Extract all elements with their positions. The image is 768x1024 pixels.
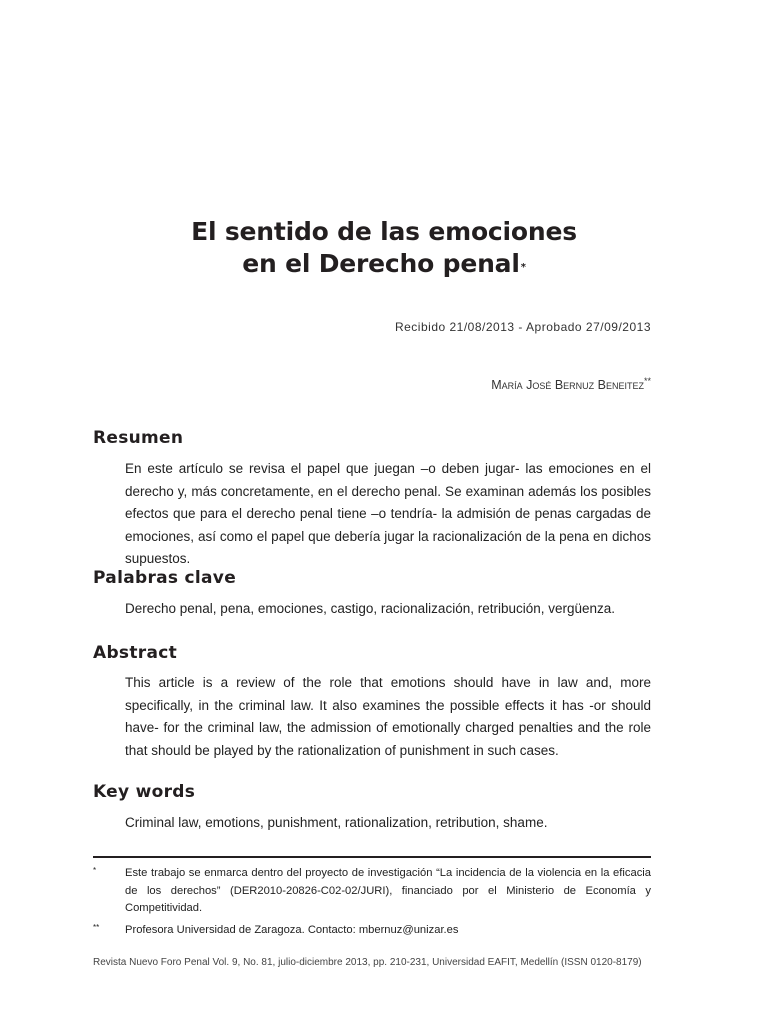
- received-approved-dates: Recibido 21/08/2013 - Aprobado 27/09/2013: [394, 320, 651, 334]
- title-line-2-text: en el Derecho penal: [242, 249, 520, 278]
- title-line-2: [0, 248, 768, 280]
- palabras-clave-text: Derecho penal, pena, emociones, castigo, racionalización, retribución, vergüenza.: [125, 601, 616, 616]
- footnote-1-mark: *: [93, 866, 97, 875]
- article-title: [0, 216, 768, 280]
- author-line: [491, 378, 651, 392]
- key-words-heading: Key words: [93, 782, 196, 802]
- journal-footer: Revista Nuevo Foro Penal Vol. 9, No. 81, julio-diciembre 2013, pp. 210-231, Universidad EAFIT, Medellín (ISSN 0120-8179): [93, 957, 642, 968]
- footnote-2: [93, 922, 651, 940]
- abstract-heading: Abstract: [93, 643, 178, 663]
- palabras-clave-heading: Palabras clave: [93, 568, 237, 588]
- author-name: María José Bernuz Beneitez: [491, 378, 644, 392]
- footnote-divider: [93, 856, 651, 858]
- footnote-1-text: Este trabajo se enmarca dentro del proyecto de investigación “La incidencia de la violencia en la eficacia de los derechos” (DER2010-20826-C02-02/JURI), financiado por el Ministerio de Economía y Competitividad.: [125, 867, 651, 915]
- resumen-text: En este artículo se revisa el papel que juegan –o deben jugar- las emociones en el derecho y, más concretamente, en el derecho penal. Se examinan además los posibles efectos que para el derecho penal tiene –o tendría- la admisión de penas cargadas de emociones, así como el papel que debería jugar la racionalización de la pena en dichos supuestos.: [125, 461, 651, 567]
- key-words-text: Criminal law, emotions, punishment, rationalization, retribution, shame.: [125, 815, 548, 830]
- resumen-heading: Resumen: [93, 428, 184, 448]
- title-line-1: El sentido de las emociones: [191, 217, 577, 246]
- title-footnote-mark: *: [520, 262, 526, 273]
- footnote-1: [93, 865, 651, 918]
- footnote-2-text: Profesora Universidad de Zaragoza. Contacto: mbernuz@unizar.es: [125, 924, 459, 936]
- footnote-2-mark: **: [93, 923, 100, 932]
- author-footnote-mark: **: [643, 376, 651, 386]
- abstract-text: This article is a review of the role that emotions should have in law and, more specifically, in the criminal law. It also examines the possible effects it has -or should have- for the criminal law, the admission of emotionally charged penalties and the role that should be played by the rationalization of punishment in such cases.: [125, 675, 651, 758]
